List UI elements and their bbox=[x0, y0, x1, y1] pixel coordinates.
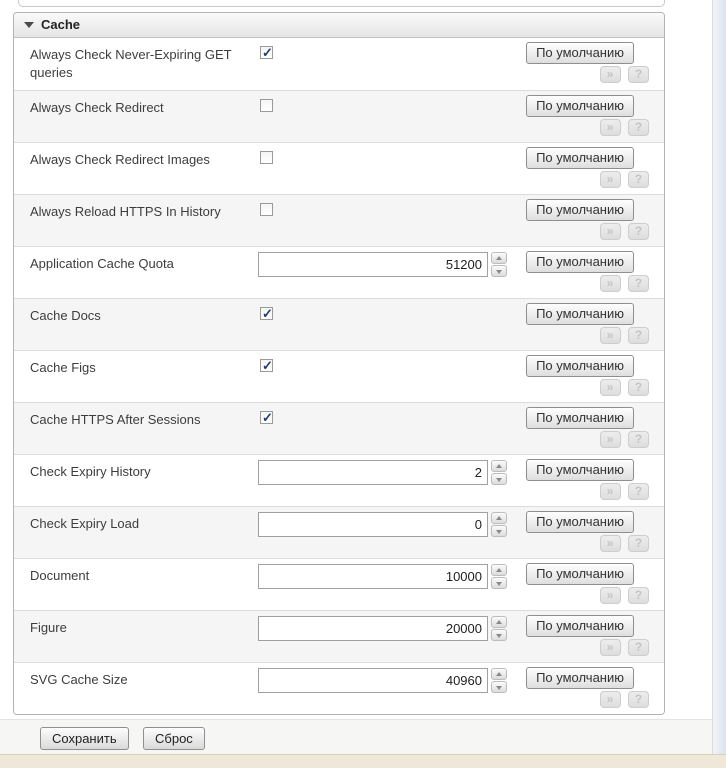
spin-down-icon bbox=[496, 530, 502, 534]
reset-button[interactable]: Сброс bbox=[143, 727, 205, 750]
mini-buttons bbox=[597, 223, 649, 240]
help-button[interactable]: ? bbox=[628, 327, 649, 344]
default-button[interactable]: По умолчанию bbox=[526, 355, 634, 377]
default-button[interactable]: По умолчанию bbox=[526, 615, 634, 637]
setting-row bbox=[14, 194, 664, 246]
default-button[interactable]: По умолчанию bbox=[526, 42, 634, 64]
setting-checkbox[interactable] bbox=[260, 151, 273, 164]
mini-buttons bbox=[597, 119, 649, 136]
default-button[interactable]: По умолчанию bbox=[526, 303, 634, 325]
spin-up-icon bbox=[496, 568, 502, 572]
setting-label: SVG Cache Size bbox=[30, 672, 128, 687]
spin-down-icon bbox=[496, 270, 502, 274]
spin-down-icon bbox=[496, 582, 502, 586]
setting-label: Always Check Never-Expiring GET queries bbox=[30, 47, 232, 80]
mini-buttons bbox=[597, 431, 649, 448]
setting-row bbox=[14, 506, 664, 558]
default-button[interactable]: По умолчанию bbox=[526, 147, 634, 169]
spin-down-button[interactable] bbox=[491, 525, 507, 537]
help-button[interactable]: ? bbox=[628, 275, 649, 292]
setting-label: Document bbox=[30, 568, 90, 583]
setting-number-input[interactable] bbox=[258, 616, 488, 641]
mini-buttons bbox=[597, 171, 649, 188]
default-button[interactable]: По умолчанию bbox=[526, 95, 634, 117]
more-button[interactable]: » bbox=[600, 275, 621, 292]
spin-down-button[interactable] bbox=[491, 681, 507, 693]
number-spinner bbox=[491, 668, 507, 693]
more-button[interactable]: » bbox=[600, 171, 621, 188]
collapse-arrow-icon bbox=[24, 22, 34, 28]
spin-up-icon bbox=[496, 516, 502, 520]
help-button[interactable]: ? bbox=[628, 431, 649, 448]
setting-row bbox=[14, 350, 664, 402]
settings-rows bbox=[14, 38, 664, 714]
more-button[interactable]: » bbox=[600, 379, 621, 396]
setting-row bbox=[14, 402, 664, 454]
more-button[interactable]: » bbox=[600, 66, 621, 83]
setting-checkbox[interactable] bbox=[260, 99, 273, 112]
help-button[interactable]: ? bbox=[628, 66, 649, 83]
setting-checkbox[interactable] bbox=[260, 46, 273, 59]
number-wrap bbox=[258, 668, 510, 694]
default-button[interactable]: По умолчанию bbox=[526, 563, 634, 585]
spin-down-button[interactable] bbox=[491, 629, 507, 641]
setting-label: Figure bbox=[30, 620, 67, 635]
spin-up-icon bbox=[496, 464, 502, 468]
mini-buttons bbox=[597, 327, 649, 344]
spin-up-button[interactable] bbox=[491, 564, 507, 576]
footer-action-bar bbox=[0, 719, 712, 755]
more-button[interactable]: » bbox=[600, 483, 621, 500]
setting-row bbox=[14, 142, 664, 194]
spin-up-button[interactable] bbox=[491, 252, 507, 264]
mini-buttons bbox=[597, 691, 649, 708]
default-button[interactable]: По умолчанию bbox=[526, 407, 634, 429]
spin-down-button[interactable] bbox=[491, 577, 507, 589]
mini-buttons bbox=[597, 587, 649, 604]
setting-number-input[interactable] bbox=[258, 252, 488, 277]
setting-row bbox=[14, 454, 664, 506]
mini-buttons bbox=[597, 639, 649, 656]
setting-row bbox=[14, 558, 664, 610]
mini-buttons bbox=[597, 275, 649, 292]
setting-label: Always Check Redirect Images bbox=[30, 152, 210, 167]
spin-up-icon bbox=[496, 672, 502, 676]
setting-number-input[interactable] bbox=[258, 512, 488, 537]
setting-checkbox[interactable] bbox=[260, 307, 273, 320]
number-spinner bbox=[491, 512, 507, 537]
setting-row bbox=[14, 662, 664, 714]
spin-up-button[interactable] bbox=[491, 512, 507, 524]
setting-label: Cache Docs bbox=[30, 308, 101, 323]
spin-up-icon bbox=[496, 620, 502, 624]
mini-buttons bbox=[597, 66, 649, 83]
bottom-edge-strip bbox=[0, 754, 726, 768]
section-header-cache[interactable] bbox=[14, 13, 664, 38]
setting-checkbox[interactable] bbox=[260, 411, 273, 424]
help-button[interactable]: ? bbox=[628, 119, 649, 136]
setting-label: Check Expiry Load bbox=[30, 516, 140, 531]
setting-label: Always Reload HTTPS In History bbox=[30, 204, 221, 219]
number-spinner bbox=[491, 564, 507, 589]
number-spinner bbox=[491, 460, 507, 485]
spin-down-button[interactable] bbox=[491, 265, 507, 277]
mini-buttons bbox=[597, 379, 649, 396]
checkmark-icon: ✓ bbox=[262, 306, 273, 321]
setting-checkbox[interactable] bbox=[260, 203, 273, 216]
checkmark-icon: ✓ bbox=[262, 45, 273, 60]
help-button[interactable]: ? bbox=[628, 535, 649, 552]
mini-buttons bbox=[597, 483, 649, 500]
more-button[interactable]: » bbox=[600, 691, 621, 708]
checkmark-icon: ✓ bbox=[262, 358, 273, 373]
default-button[interactable]: По умолчанию bbox=[526, 251, 634, 273]
more-button[interactable]: » bbox=[600, 587, 621, 604]
number-spinner bbox=[491, 616, 507, 641]
help-button[interactable]: ? bbox=[628, 171, 649, 188]
setting-label: Cache Figs bbox=[30, 360, 96, 375]
setting-label: Always Check Redirect bbox=[30, 100, 164, 115]
more-button[interactable]: » bbox=[600, 223, 621, 240]
number-wrap bbox=[258, 616, 510, 642]
default-button[interactable]: По умолчанию bbox=[526, 459, 634, 481]
number-wrap bbox=[258, 252, 510, 278]
spin-up-icon bbox=[496, 256, 502, 260]
setting-label: Cache HTTPS After Sessions bbox=[30, 412, 201, 427]
spin-up-button[interactable] bbox=[491, 668, 507, 680]
setting-row bbox=[14, 246, 664, 298]
spin-down-icon bbox=[496, 686, 502, 690]
number-wrap bbox=[258, 564, 510, 590]
more-button[interactable]: » bbox=[600, 639, 621, 656]
number-wrap bbox=[258, 512, 510, 538]
section-title: Cache bbox=[41, 17, 81, 32]
help-button[interactable]: ? bbox=[628, 379, 649, 396]
window-edge-strip bbox=[712, 0, 726, 754]
more-button[interactable]: » bbox=[600, 119, 621, 136]
spin-down-icon bbox=[496, 634, 502, 638]
spin-up-button[interactable] bbox=[491, 460, 507, 472]
setting-label: Application Cache Quota bbox=[30, 256, 174, 271]
spin-up-button[interactable] bbox=[491, 616, 507, 628]
save-button[interactable]: Сохранить bbox=[40, 727, 129, 750]
setting-number-input[interactable] bbox=[258, 460, 488, 485]
default-button[interactable]: По умолчанию bbox=[526, 667, 634, 689]
number-wrap bbox=[258, 460, 510, 486]
setting-row bbox=[14, 298, 664, 350]
cache-settings-panel bbox=[13, 12, 665, 715]
help-button[interactable]: ? bbox=[628, 587, 649, 604]
more-button[interactable]: » bbox=[600, 535, 621, 552]
setting-row bbox=[14, 38, 664, 90]
spin-down-icon bbox=[496, 478, 502, 482]
default-button[interactable]: По умолчанию bbox=[526, 511, 634, 533]
help-button[interactable]: ? bbox=[628, 639, 649, 656]
setting-number-input[interactable] bbox=[258, 668, 488, 693]
default-button[interactable]: По умолчанию bbox=[526, 199, 634, 221]
help-button[interactable]: ? bbox=[628, 223, 649, 240]
setting-checkbox[interactable] bbox=[260, 359, 273, 372]
help-button[interactable]: ? bbox=[628, 483, 649, 500]
spin-down-button[interactable] bbox=[491, 473, 507, 485]
checkmark-icon: ✓ bbox=[262, 410, 273, 425]
more-button[interactable]: » bbox=[600, 431, 621, 448]
previous-section-edge bbox=[18, 0, 665, 7]
setting-row bbox=[14, 610, 664, 662]
setting-label: Check Expiry History bbox=[30, 464, 151, 479]
mini-buttons bbox=[597, 535, 649, 552]
more-button[interactable]: » bbox=[600, 327, 621, 344]
number-spinner bbox=[491, 252, 507, 277]
setting-row bbox=[14, 90, 664, 142]
help-button[interactable]: ? bbox=[628, 691, 649, 708]
setting-number-input[interactable] bbox=[258, 564, 488, 589]
